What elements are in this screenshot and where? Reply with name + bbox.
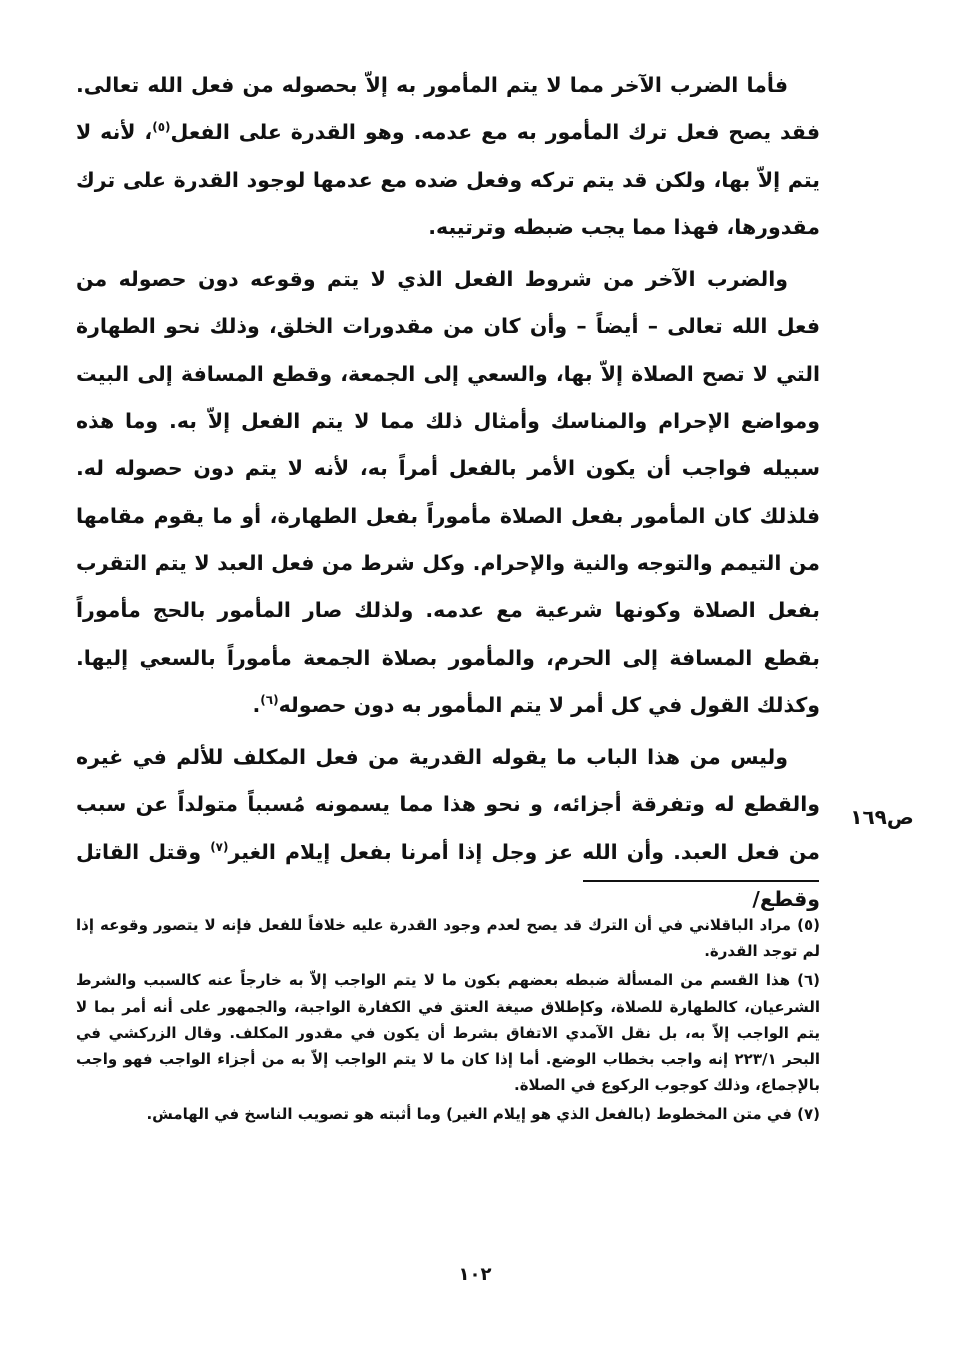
paragraph-1-text-cont: ، لأنه لا يتم إلاّ بها، ولكن قد يتم تركه وفعل ضده مع عدمها لوجود القدرة على ترك مقدورها، فهذا مما يجب ضبطه وترتيبه. bbox=[76, 120, 820, 239]
footnote-5: (٥) مراد الباقلاني في أن الترك قد يصح لعدم وجود القدرة عليه خلافاً للفعل فإنه لا يتصور وقوعه إذا لم توجد القدرة. bbox=[76, 916, 820, 961]
footnote-ref-6: (٦) bbox=[260, 693, 279, 708]
paragraph-3-text-cont: وقتل القاتل وقطع/ bbox=[76, 839, 820, 912]
main-text bbox=[76, 62, 820, 923]
footnote-ref-5: (٥) bbox=[152, 120, 171, 135]
footnote-ref-7: (٧) bbox=[210, 839, 229, 854]
paragraph-3-text: وليس من هذا الباب ما يقوله القدرية من فعل المكلف للألم في غيره والقطع له وتفرقة أجزائه، و نحو هذا مما يسمونه مُسبباً متولداً عن سبب من فعل العبد. وأن الله عز وجل إذا أمرنا بفعل إيلام الغير bbox=[76, 745, 821, 864]
paragraph-2-text: والضرب الآخر من شروط الفعل الذي لا يتم وقوعه دون حصوله من فعل الله تعالى – أيضاً – وأن كان من مقدورات الخلق، وذلك نحو الطهارة التي لا تصح الصلاة إلاّ بها، والسعي إلى الجمعة، وقطع المسافة إلى البيت ومواضع الإحرام والمناسك وأمثال ذلك مما لا يتم الفعل إلاّ به. وما هذه سبيله فواجب أن يكون الأمر بالفعل أمراً به، لأنه لا يتم دون حصوله له. فلذلك كان المأمور بفعل الصلاة مأموراً بفعل الطهارة، أو ما يقوم مقامها من التيمم والتوجه والنية والإحرام. وكل شرط من فعل العبد لا يتم التقرب بفعل الصلاة وكونها شرعية مع عدمه. ولذلك صار المأمور بالحج مأموراً بقطع المسافة إلى الحرم، والمأمور بصلاة الجمعة مأموراً بالسعي إليها. وكذلك القول في كل أمر لا يتم المأمور به دون حصوله bbox=[76, 267, 820, 717]
page-number: ١٠٢ bbox=[458, 1264, 492, 1285]
paragraph-3 bbox=[76, 734, 820, 923]
paragraph-2-text-cont: . bbox=[252, 692, 261, 717]
footnotes bbox=[76, 912, 820, 1131]
manuscript-page-marker: ص١٦٩ bbox=[850, 805, 914, 829]
paragraph-1-text: فأما الضرب الآخر مما لا يتم المأمور به إلاّ بحصوله من فعل الله تعالى. فقد يصح فعل ترك المأمور به مع عدمه. وهو القدرة على الفعل bbox=[76, 73, 820, 145]
footnote-divider bbox=[583, 880, 819, 882]
paragraph-2 bbox=[76, 256, 820, 729]
paragraph-1 bbox=[76, 62, 820, 251]
footnote-7: (٧) في متن المخطوط (بالفعل الذي هو إيلام الغير) وما أثبته هو تصويب الناسخ في الهامش. bbox=[146, 1105, 820, 1124]
footnote-6: (٦) هذا القسم من المسألة ضبطه بعضهم بكون ما لا يتم الواجب إلاّ به خارجاً عنه كالسبب والشرط الشرعيان، كالطهارة للصلاة، وكإطلاق صيغة العتق في الكفارة الواجبة، والجمهور على أنه أمر بما لا يتم الواجب إلاّ به، بل نقل الآمدي الاتفاق بشرط أن يكون في مقدور المكلف. وقال الزركشي في البحر ٢٢٣/١ إنه واجب بخطاب الوضع. أما إذا كان ما لا يتم الواجب إلاّ به من أجزاء الواجب فهو واجب بالإجماع، وذلك كوجوب الركوع في الصلاة. bbox=[76, 971, 821, 1095]
